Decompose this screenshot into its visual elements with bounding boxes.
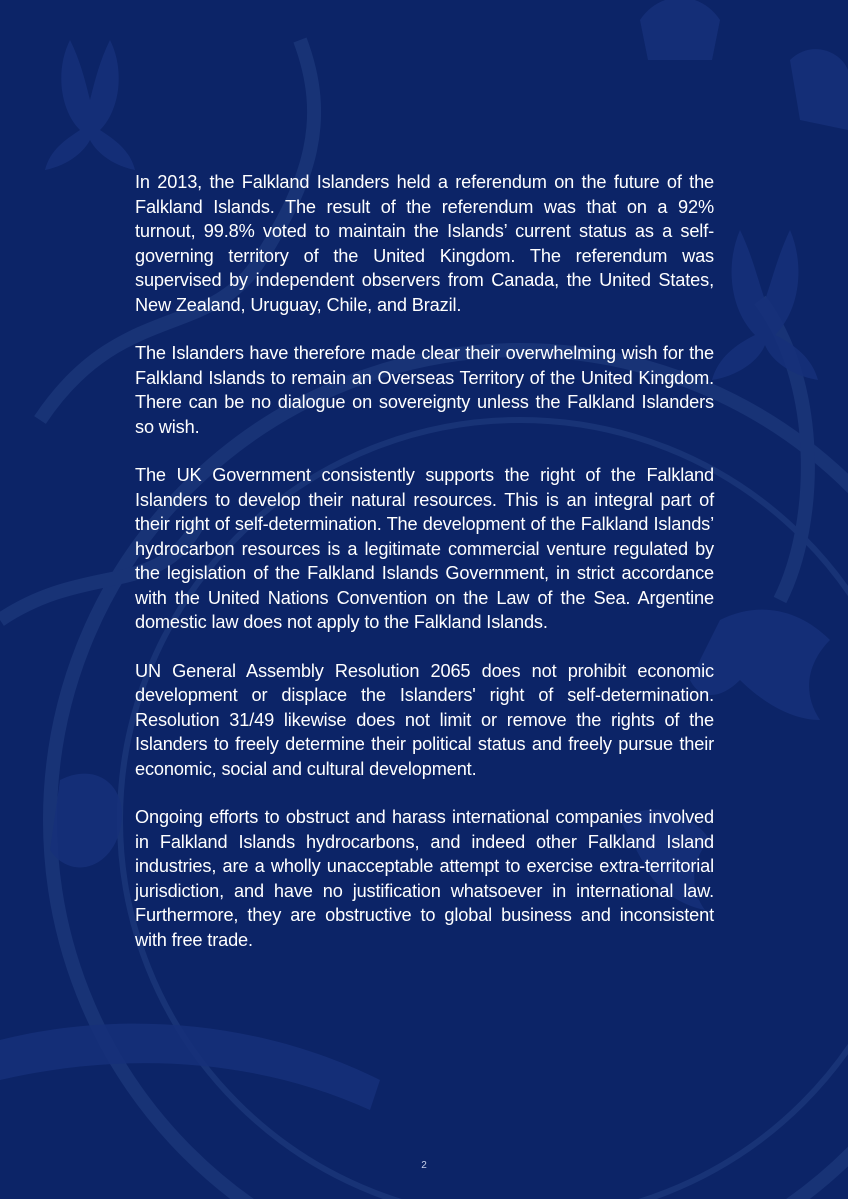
document-body — [135, 170, 714, 976]
paragraph-obstruction: Ongoing efforts to obstruct and harass international companies involved in Falkland Islands hydrocarbons, and indeed other Falkland Island industries, are a wholly unacceptable attempt to exercise extra-territorial jurisdiction, and have no justification whatsoever in international law. Furthermore, they are obstructive to global business and inconsistent with free trade. — [135, 807, 714, 950]
paragraph-islanders-wish: The Islanders have therefore made clear their overwhelming wish for the Falkland Islands to remain an Overseas Territory of the United Kingdom. There can be no dialogue on sovereignty unless the Falkland Islanders so wish. — [135, 343, 714, 437]
paragraph-natural-resources: The UK Government consistently supports the right of the Falkland Islanders to develop their natural resources. This is an integral part of their right of self-determination. The development of the Falkland Islands’ hydrocarbon resources is a legitimate commercial venture regulated by the legislation of the Falkland Islands Government, in strict accordance with the United Nations Convention on the Law of the Sea. Argentine domestic law does not apply to the Falkland Islands. — [135, 465, 714, 632]
paragraph-referendum: In 2013, the Falkland Islanders held a referendum on the future of the Falkland Islands. The result of the referendum was that on a 92% turnout, 99.8% voted to maintain the Islands’ current status as a self-governing territory of the United Kingdom. The referendum was supervised by independent observers from Canada, the United States, New Zealand, Uruguay, Chile, and Brazil. — [135, 172, 714, 315]
page-number: 2 — [421, 1160, 427, 1171]
paragraph-un-resolutions: UN General Assembly Resolution 2065 does not prohibit economic development or displace the Islanders' right of self-determination. Resolution 31/49 likewise does not limit or remove the rights of the Islanders to freely determine their political status and freely pursue their economic, social and cultural development. — [135, 660, 714, 779]
